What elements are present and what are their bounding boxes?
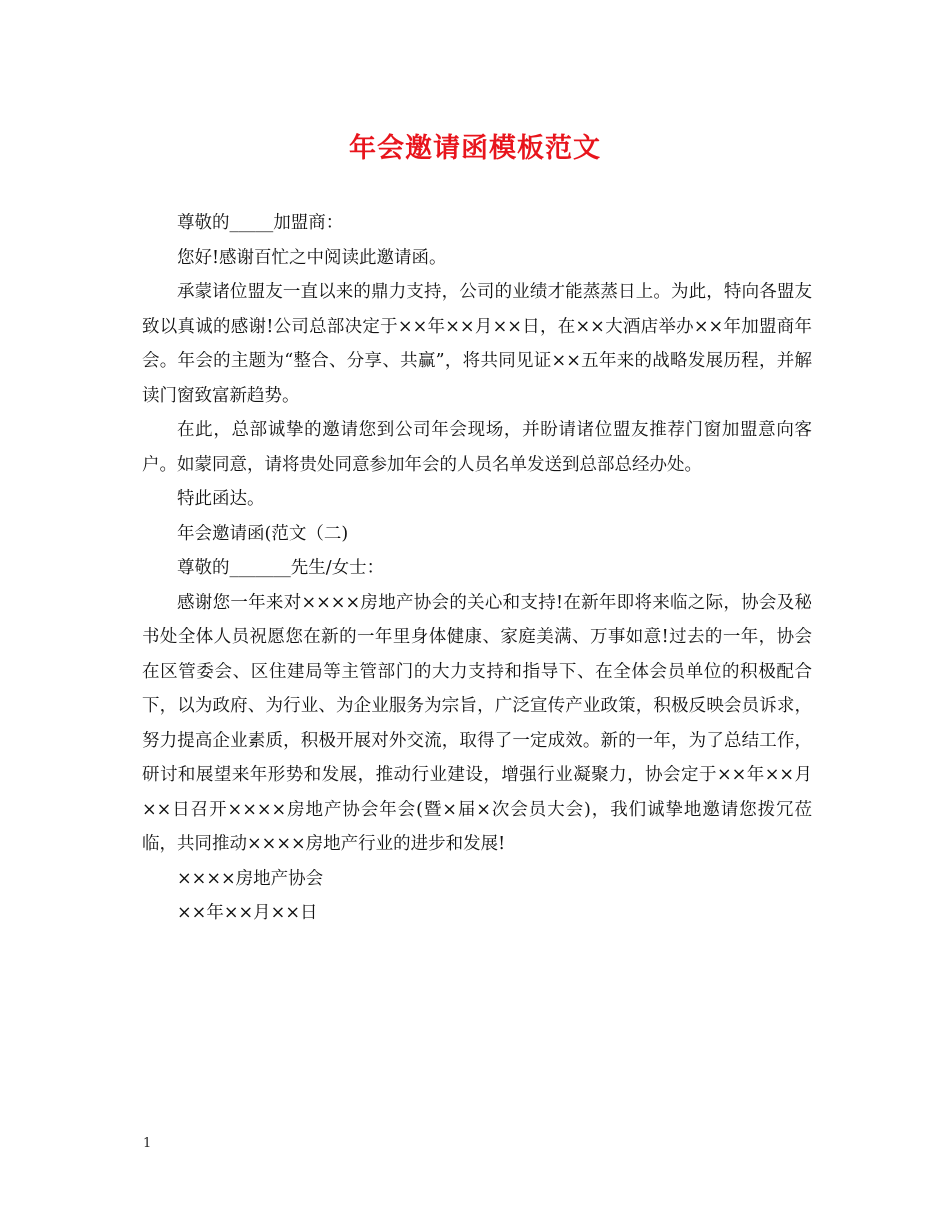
salutation: 尊敬的_____加盟商： — [177, 213, 344, 233]
second-salutation: 尊敬的_______先生/女士： — [177, 558, 385, 578]
page-number: 1 — [143, 1136, 152, 1151]
signature-organization: ××××房地产协会 — [177, 868, 324, 889]
greeting-paragraph: 您好!感谢百忙之中阅读此邀请函。 — [177, 247, 447, 268]
document-body — [142, 206, 812, 931]
signature-date: ××年××月××日 — [177, 903, 318, 923]
invitation-paragraph: 承蒙诸位盟友一直以来的鼎力支持，公司的业绩才能蒸蒸日上。为此，特向各盟友致以真诚的感谢!公司总部决定于××年××月××日，在××大酒店举办××年加盟商年会。年会的主题为“整合、分享、共赢”，将共同见证××五年来的战略发展历程，并解读门窗致富新趋势。 — [142, 282, 812, 406]
section-heading: 年会邀请函(范文（二) — [177, 523, 349, 544]
document-title: 年会邀请函模板范文 — [349, 133, 601, 164]
request-paragraph: 在此，总部诚挚的邀请您到公司年会现场，并盼请诸位盟友推荐门窗加盟意向客户。如蒙同意，请将贵处同意参加年会的人员名单发送到总部总经办处。 — [142, 420, 812, 475]
association-paragraph: 感谢您一年来对××××房地产协会的关心和支持!在新年即将来临之际，协会及秘书处全体人员祝愿您在新的一年里身体健康、家庭美满、万事如意!过去的一年，协会在区管委会、区住建局等主管部门的大力支持和指导下、在全体会员单位的积极配合下，以为政府、为行业、为企业服务为宗旨，广泛宣传产业政策，积极反映会员诉求，努力提高企业素质，积极开展对外交流，取得了一定成效。新的一年，为了总结工作，研讨和展望来年形势和发展，推动行业建设，增强行业凝聚力，协会定于××年××月××日召开××××房地产协会年会(暨×届×次会员大会)，我们诚挚地邀请您拨冗莅临，共同推动××××房地产行业的进步和发展! — [142, 592, 812, 854]
closing-line: 特此函达。 — [177, 489, 265, 509]
